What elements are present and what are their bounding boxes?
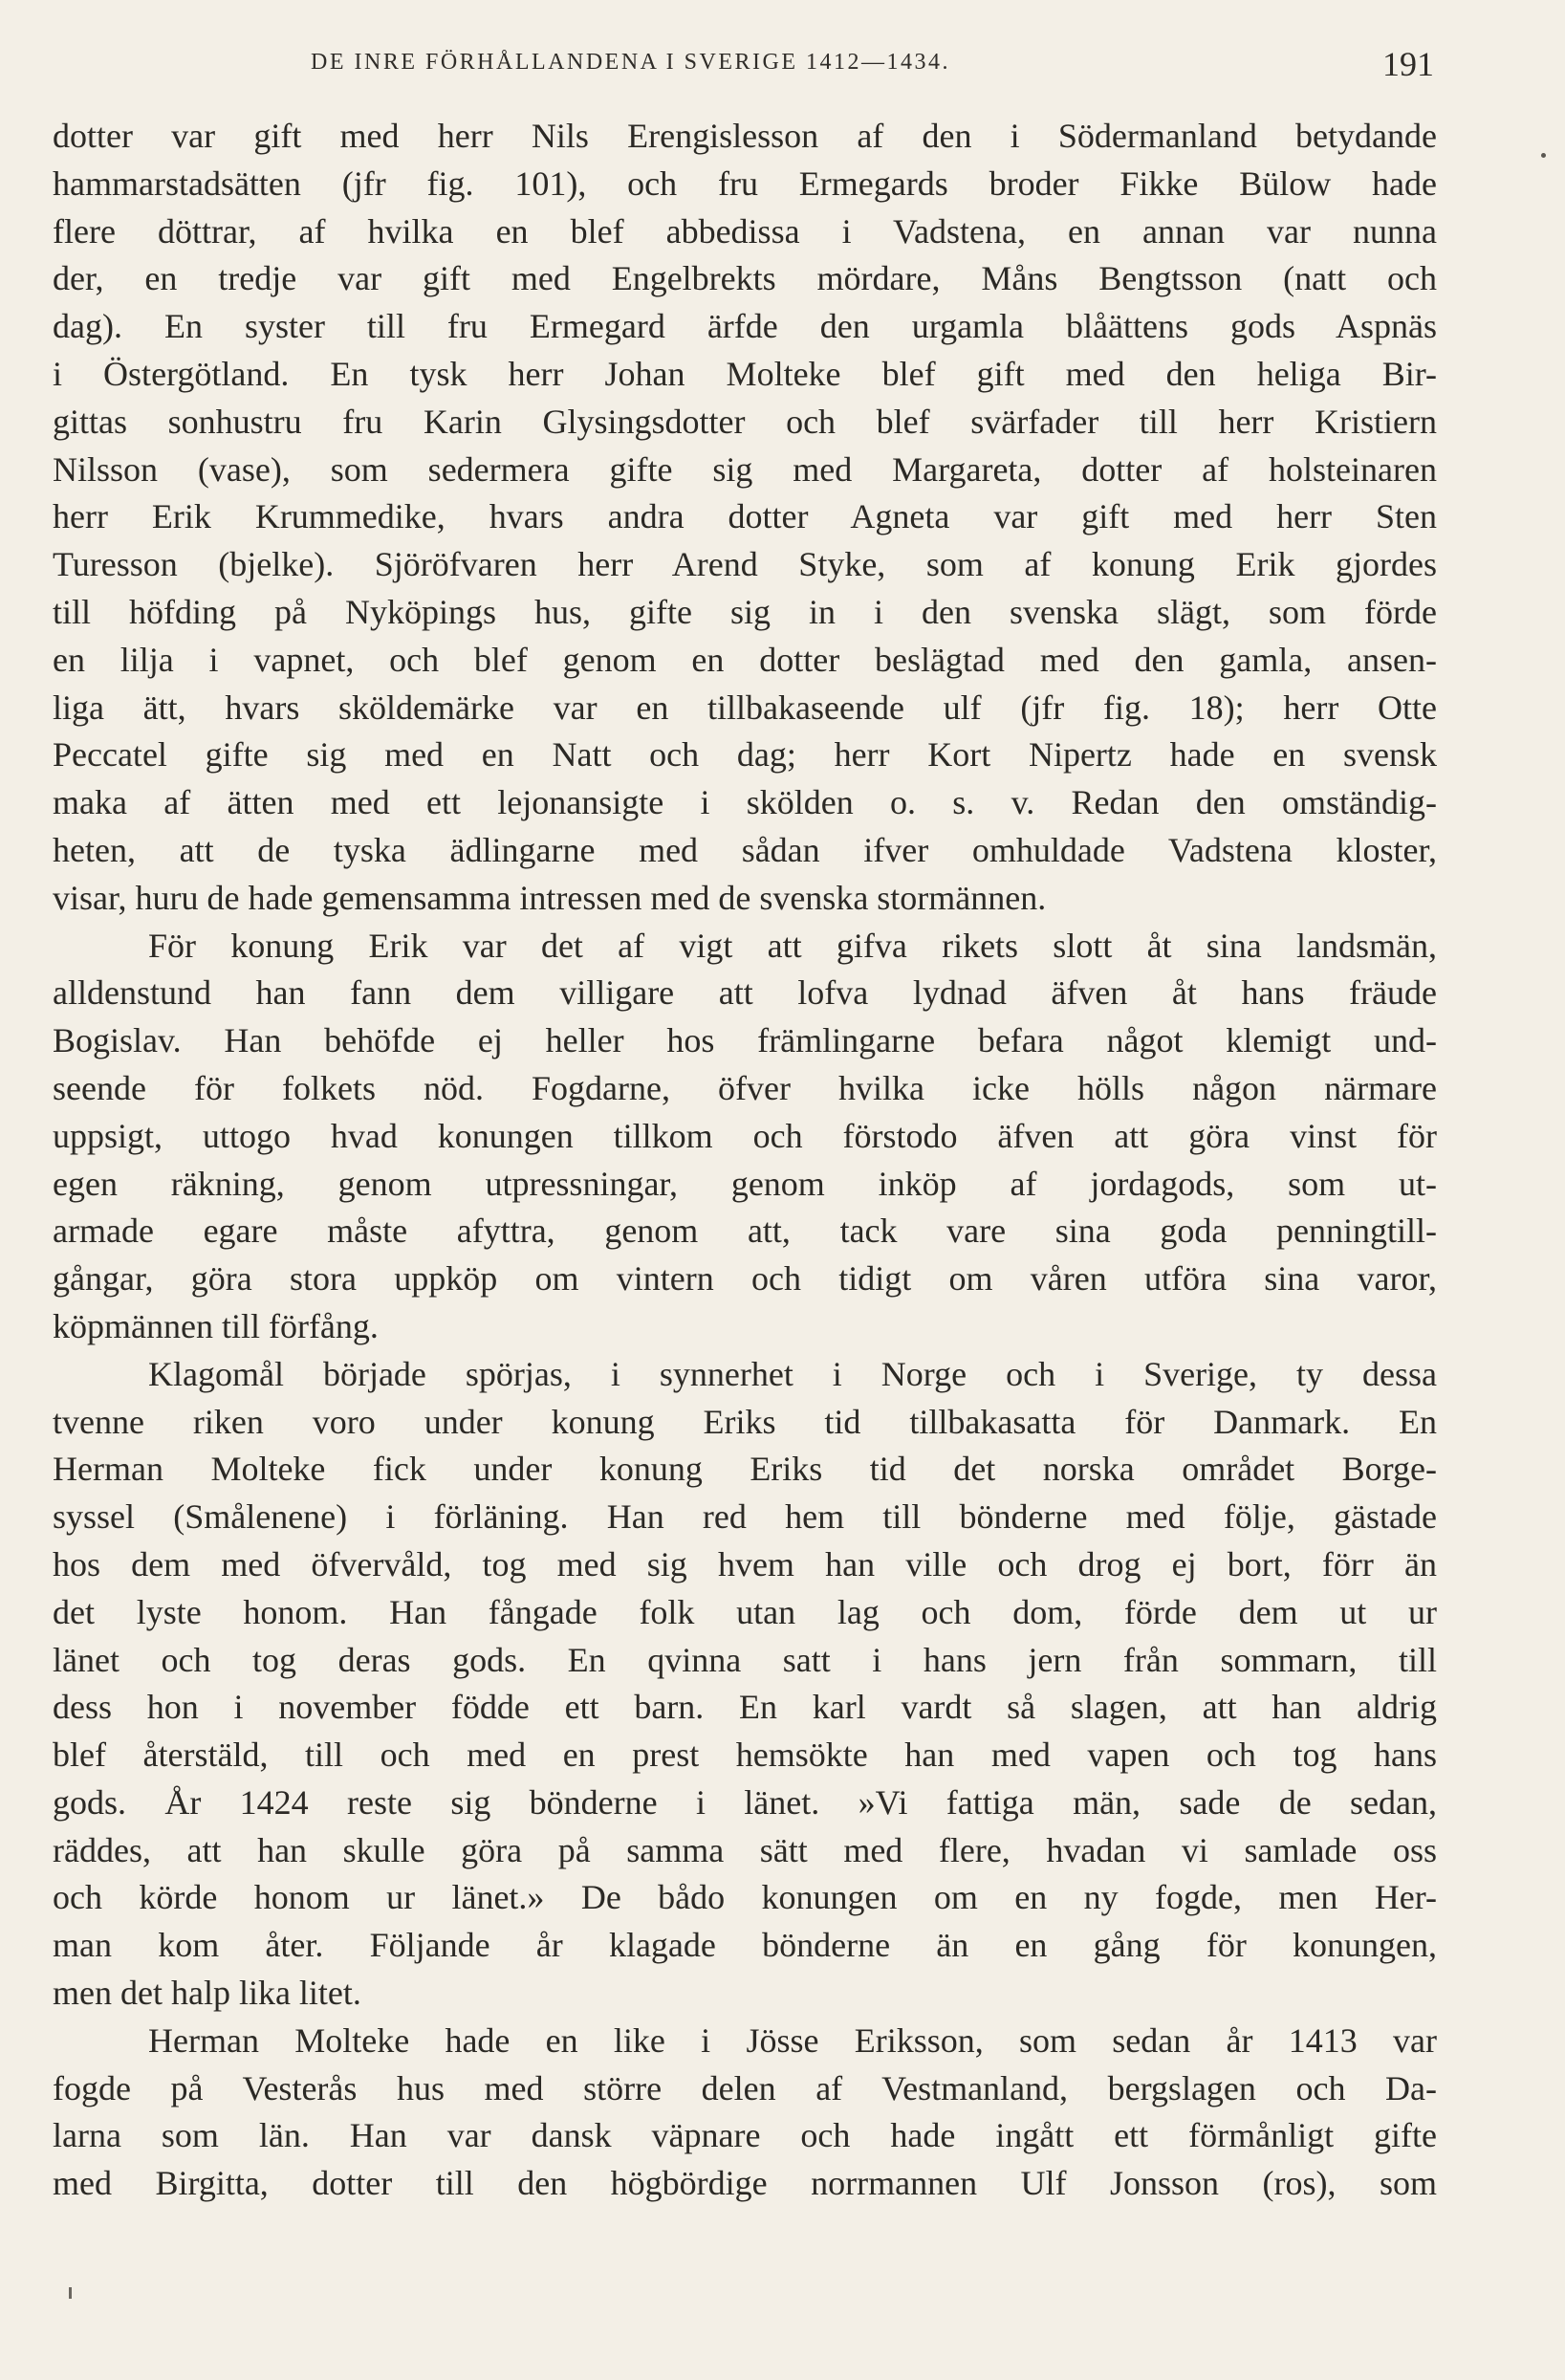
text-line: till höfding på Nyköpings hus, gifte sig in i den svenska slägt, som förde bbox=[53, 592, 1437, 631]
text-line: Klagomål började spörjas, i synnerhet i Norge och i Sverige, ty dessa bbox=[148, 1354, 1437, 1393]
text-line: visar, huru de hade gemensamma intressen med de svenska stormännen. bbox=[53, 878, 1047, 917]
text-line: uppsigt, uttogo hvad konungen tillkom och förstodo äfven att göra vinst för bbox=[53, 1116, 1437, 1155]
body-text bbox=[53, 113, 1437, 2208]
print-speck bbox=[1541, 153, 1546, 158]
paragraph bbox=[53, 2018, 1437, 2208]
text-line: med Birgitta, dotter till den högbördige norrmannen Ulf Jonsson (ros), som bbox=[53, 2164, 1437, 2203]
text-line: larna som län. Han var dansk väpnare och hade ingått ett förmånligt gifte bbox=[53, 2116, 1437, 2155]
page-number: 191 bbox=[1382, 45, 1434, 83]
text-line: flere döttrar, af hvilka en blef abbedissa i Vadstena, en annan var nunna bbox=[53, 211, 1437, 251]
text-line: tvenne riken voro under konung Eriks tid tillbakasatta för Danmark. En bbox=[53, 1402, 1437, 1441]
text-line: der, en tredje var gift med Engelbrekts mördare, Måns Bengtsson (natt och bbox=[53, 259, 1437, 298]
text-line: fogde på Vesterås hus med större delen af Vestmanland, bergslagen och Da- bbox=[53, 2068, 1437, 2107]
paragraph bbox=[53, 113, 1437, 923]
text-line: gittas sonhustru fru Karin Glysingsdotter och blef svärfader till herr Kristiern bbox=[53, 402, 1437, 441]
text-line: räddes, att han skulle göra på samma sätt med flere, hvadan vi samlade oss bbox=[53, 1830, 1437, 1869]
text-line: man kom åter. Följande år klagade bönderne än en gång för konungen, bbox=[53, 1926, 1437, 1965]
text-line: hammarstadsätten (jfr fig. 101), och fru Ermegards broder Fikke Bülow hade bbox=[53, 164, 1437, 203]
text-line: liga ätt, hvars sköldemärke var en tillbakaseende ulf (jfr fig. 18); herr Otte bbox=[53, 688, 1437, 727]
text-line: syssel (Smålenene) i förläning. Han red hem till bönderne med följe, gästade bbox=[53, 1497, 1437, 1537]
text-line: dess hon i november födde ett barn. En karl vardt så slagen, att han aldrig bbox=[53, 1688, 1437, 1727]
text-line: Bogislav. Han behöfde ej heller hos främlingarne befara något klemigt und- bbox=[53, 1021, 1437, 1060]
text-line: Peccatel gifte sig med en Natt och dag; herr Kort Nipertz hade en svensk bbox=[53, 735, 1437, 775]
text-line: det lyste honom. Han fångade folk utan lag och dom, förde dem ut ur bbox=[53, 1592, 1437, 1631]
running-title: DE INRE FÖRHÅLLANDENA I SVERIGE 1412—1434. bbox=[311, 50, 950, 75]
text-line: dotter var gift med herr Nils Erengislesson af den i Södermanland betydande bbox=[53, 117, 1437, 155]
text-line: maka af ätten med ett lejonansigte i skölden o. s. v. Redan den omständig- bbox=[53, 783, 1437, 822]
text-line: hos dem med öfvervåld, tog med sig hvem han ville och drog ej bort, förr än bbox=[53, 1544, 1437, 1583]
text-line: i Östergötland. En tysk herr Johan Molteke blef gift med den heliga Bir- bbox=[53, 354, 1437, 393]
text-line: seende för folkets nöd. Fogdarne, öfver hvilka icke hölls någon närmare bbox=[53, 1068, 1437, 1107]
text-line: och körde honom ur länet.» De bådo konungen om en ny fogde, men Her- bbox=[53, 1878, 1437, 1917]
text-line: Herman Molteke hade en like i Jösse Eriksson, som sedan år 1413 var bbox=[148, 2020, 1437, 2060]
text-line: köpmännen till förfång. bbox=[53, 1306, 379, 1345]
text-line: Turesson (bjelke). Sjöröfvaren herr Arend Styke, som af konung Erik gjordes bbox=[53, 545, 1437, 584]
print-speck bbox=[69, 2287, 72, 2299]
text-line: men det halp lika litet. bbox=[53, 1974, 361, 2013]
text-line: gångar, göra stora uppköp om vintern och tidigt om våren utföra sina varor, bbox=[53, 1259, 1437, 1299]
text-line: alldenstund han fann dem villigare att lofva lydnad äfven åt hans fräude bbox=[53, 973, 1437, 1013]
text-line: en lilja i vapnet, och blef genom en dotter beslägtad med den gamla, ansen- bbox=[53, 640, 1437, 679]
text-line: länet och tog deras gods. En qvinna satt i hans jern från sommarn, till bbox=[53, 1640, 1437, 1679]
text-line: För konung Erik var det af vigt att gifva rikets slott åt sina landsmän, bbox=[148, 926, 1437, 965]
page-header bbox=[53, 44, 1434, 92]
text-line: Herman Molteke fick under konung Eriks tid det norska området Borge- bbox=[53, 1450, 1437, 1489]
text-line: herr Erik Krummedike, hvars andra dotter Agneta var gift med herr Sten bbox=[53, 497, 1437, 536]
text-line: dag). En syster till fru Ermegard ärfde den urgamla blåättens gods Aspnäs bbox=[53, 307, 1437, 346]
paragraph bbox=[53, 923, 1437, 1351]
text-line: gods. År 1424 reste sig bönderne i länet. »Vi fattiga män, sade de sedan, bbox=[53, 1782, 1437, 1822]
text-line: Nilsson (vase), som sedermera gifte sig med Margareta, dotter af holsteinaren bbox=[53, 449, 1437, 489]
text-line: blef återstäld, till och med en prest hemsökte han med vapen och tog hans bbox=[53, 1736, 1437, 1775]
text-line: armade egare måste afyttra, genom att, tack vare sina goda penningtill- bbox=[53, 1212, 1437, 1251]
text-line: egen räkning, genom utpressningar, genom inköp af jordagods, som ut- bbox=[53, 1164, 1437, 1203]
paragraph bbox=[53, 1351, 1437, 2018]
text-line: heten, att de tyska ädlingarne med sådan ifver omhuldade Vadstena kloster, bbox=[53, 830, 1437, 869]
